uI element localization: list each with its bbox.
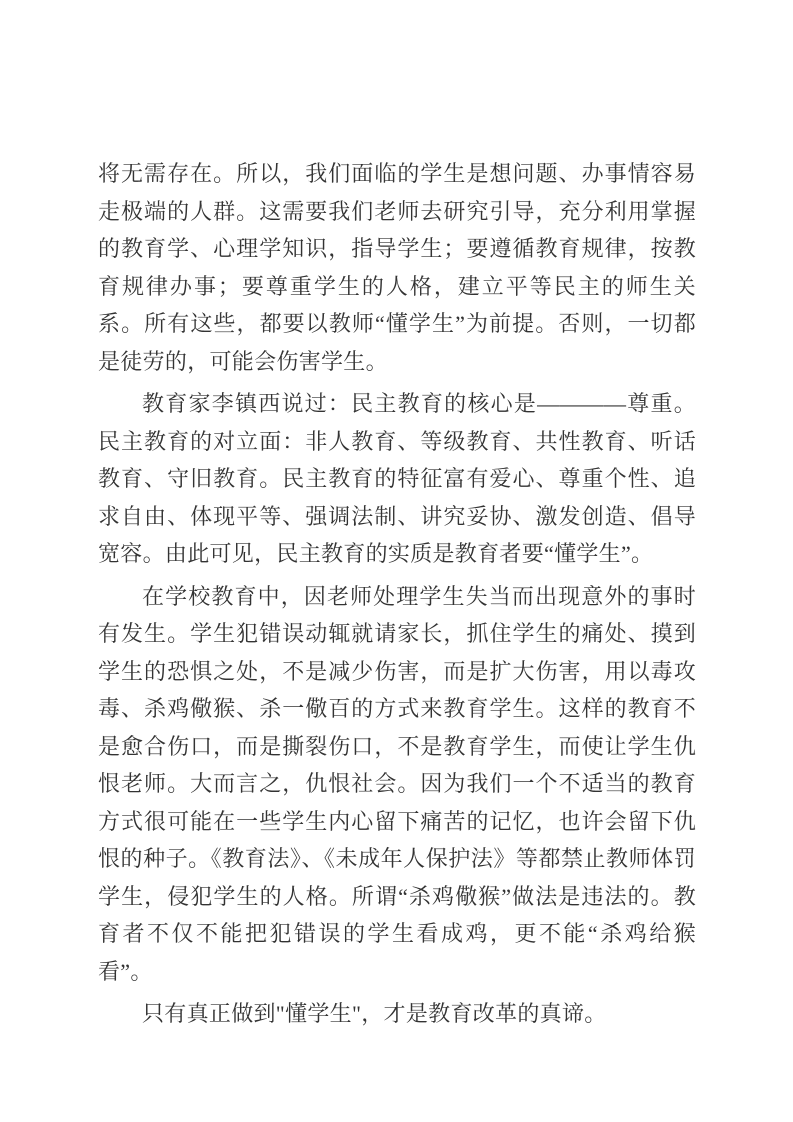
paragraph-democratic-education: 教育家李镇西说过：民主教育的核心是————尊重。民主教育的对立面：非人教育、等级教育、共性教育、听话教育、守旧教育。民主教育的特征富有爱心、尊重个性、追求自由、体现平等、强调法制、讲究妥协、激发创造、倡导宽容。由此可见，民主教育的实质是教育者要“懂学生”。	[98, 391, 696, 566]
paragraph-conclusion: 只有真正做到"懂学生"，才是教育改革的真谛。	[142, 1001, 607, 1026]
paragraph-continuation: 将无需存在。所以，我们面临的学生是想问题、办事情容易走极端的人群。这需要我们老师去研究引导，充分利用掌握的教育学、心理学知识，指导学生；要遵循教育规律，按教育规律办事；要尊重学生的人格，建立平等民主的师生关系。所有这些，都要以教师“懂学生”为前提。否则，一切都是徒劳的，可能会伤害学生。	[98, 161, 696, 374]
document-body	[98, 155, 696, 1033]
paragraph-school-education: 在学校教育中，因老师处理学生失当而出现意外的事时有发生。学生犯错误动辄就请家长，抓住学生的痛处、摸到学生的恐惧之处，不是减少伤害，而是扩大伤害，用以毒攻毒、杀鸡儆猴、杀一儆百的方式来教育学生。这样的教育不是愈合伤口，而是撕裂伤口，不是教育学生，而使让学生仇恨老师。大而言之，仇恨社会。因为我们一个不适当的教育方式很可能在一些学生内心留下痛苦的记忆，也许会留下仇恨的种子。《教育法》、《未成年人保护法》等都禁止教师体罚学生，侵犯学生的人格。所谓“杀鸡儆猴”做法是违法的。教育者不仅不能把犯错误的学生看成鸡，更不能“杀鸡给猴看”。	[98, 583, 696, 984]
